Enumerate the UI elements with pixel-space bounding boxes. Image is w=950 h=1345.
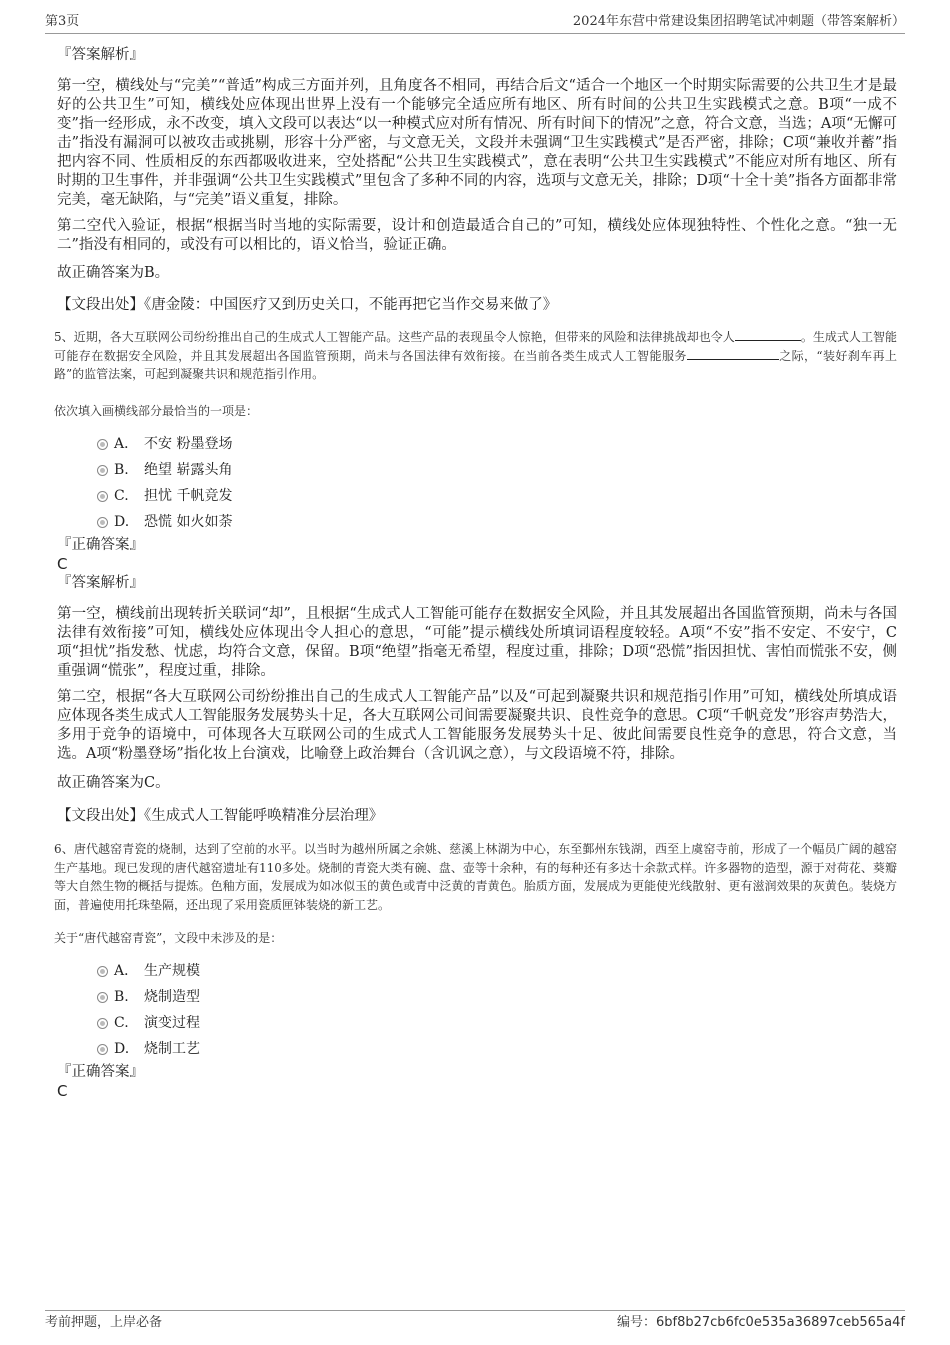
q5-blank-1 [735,328,801,341]
radio-icon[interactable] [97,517,108,528]
option-text: 绝望 崭露头角 [144,462,233,478]
q6-option-a[interactable] [57,961,897,987]
q6-prompt: 关于“唐代越窑青瓷”，文段中未涉及的是： [54,931,283,945]
footer-code-value: 6bf8b27cb6fc0e535a36897ceb565a4f [656,1315,905,1330]
q5-source: 【文段出处】《生成式人工智能呼唤精准分层治理》 [57,808,384,824]
q5-option-b[interactable] [57,460,897,486]
q5-stem-part1: 5、近期，各大互联网公司纷纷推出自己的生成式人工智能产品。这些产品的表现虽令人惊艳，但带来的风险和法律挑战却也令人 [54,330,735,344]
option-text: 烧制工艺 [144,1040,200,1057]
q4-source: 【文段出处】《唐金陵：中国医疗又到历史关口，不能再把它当作交易来做了》 [57,297,558,313]
option-letter: D. [114,514,130,530]
q5-option-a[interactable] [57,434,897,460]
option-text: 生产规模 [144,962,200,979]
q4-analysis-para2: 第二空代入验证，根据“根据当时当地的实际需要，设计和创造最适合自己的”可知，横线处应体现独特性、个性化之意。“独一无二”指没有相同的，或没有可以相比的，语义恰当，验证正确。 [57,218,897,253]
q5-stem-part3: 之际，“装好刹车再上路”的监管法案，可起到凝聚共识和规范指引作用。 [54,348,897,381]
q5-analysis-para2: 第二空，根据“各大互联网公司纷纷推出自己的生成式人工智能产品”以及“可起到凝聚共识和规范指引作用”可知，横线处所填成语应体现各类生成式人工智能服务发展势头十足，各大互联网公司间需要凝聚共识、良性竞争的意思。C项“千帆竞发”形容声势浩大，多用于竞争的语境中，可体现各大互联网公司的生成式人工智能服务发展势头十足、彼此间需要良性竞争的意思，符合文意，当选。A项“粉墨登场”指化妆上台演戏，比喻登上政治舞台（含讥讽之意），与文段语境不符，排除。 [57,689,897,762]
page-footer [45,1310,905,1330]
q5-conclusion: 故正确答案为C。 [57,775,170,791]
q6-options [57,961,897,1065]
option-letter: C. [114,488,129,504]
q5-stem [54,328,897,384]
radio-icon[interactable] [97,1044,108,1055]
option-letter: D. [114,1040,130,1057]
radio-icon[interactable] [97,966,108,977]
footer-code-label: 编号： [616,1315,656,1330]
option-text: 不安 粉墨登场 [144,436,233,452]
q5-stem-part2: 。生成式人工智能可能存在数据安全风险，并且其发展超出各国监管预期，尚未与各国法律有效衔接。在当前各类生成式人工智能服务 [54,330,897,363]
q5-options [57,434,897,538]
option-text: 恐慌 如火如荼 [144,514,233,530]
q4-analysis-para1: 第一空，横线处与“完美”“普适”构成三方面并列，且角度各不相同，再结合后文“适合一个地区一个时期实际需要的公共卫生才是最好的公共卫生”可知，横线处应体现出世界上没有一个能够完全适应所有地区、所有时间的公共卫生实践模式之意。B项“一成不变”指一经形成，永不改变，填入文段可以表达“以一种模式应对所有情况、所有时间下的情况”之意，符合文意，当选；A项“无懈可击”指没有漏洞可以被攻击或挑剔，形容十分严密，与文意无关，文段并未强调“卫生实践模式”是否严密，排除；C项“兼收并蓄”指把内容不同、性质相反的东西都吸收进来，空处搭配“公共卫生实践模式”，意在表明“公共卫生实践模式”不能应对所有地区、所有时期的卫生事件，并非强调“公共卫生实践模式”里包含了多种不同的内容，选项与文意无关，排除；D项“十全十美”指各方面都非常完美，毫无缺陷，与“完美”语义重复，排除。 [57,78,897,208]
q5-answer: C [57,555,68,573]
footer-code [617,1314,905,1332]
page-content [54,46,897,1101]
q5-option-d[interactable] [57,512,897,538]
radio-icon[interactable] [97,1018,108,1029]
q5-analysis-label: 『答案解析』 [57,575,144,591]
radio-icon[interactable] [97,992,108,1003]
page-number: 第3页 [45,14,80,29]
q5-answer-label: 『正确答案』 [57,537,144,553]
q4-analysis-label: 『答案解析』 [57,47,144,63]
option-letter: B. [114,988,129,1005]
option-letter: B. [114,462,129,478]
radio-icon[interactable] [97,439,108,450]
q6-answer-label: 『正确答案』 [57,1063,144,1080]
q5-analysis-para1: 第一空，横线前出现转折关联词“却”，且根据“生成式人工智能可能存在数据安全风险，并且其发展超出各国监管预期，尚未与各国法律有效衔接”可知，横线处应体现出令人担心的意思，“可能”提示横线处所填词语程度较轻。A项“不安”指不安定、不安宁，C项“担忧”指发愁、忧虑，均符合文意，保留。B项“绝望”指毫无希望，程度过重，排除；D项“恐慌”指因担忧、害怕而慌张不安，侧重强调“慌张”，程度过重，排除。 [57,606,897,679]
option-text: 烧制造型 [144,988,200,1005]
q6-answer: C [57,1081,68,1100]
page-header [45,13,905,34]
option-text: 演变过程 [144,1014,200,1031]
q6-option-b[interactable] [57,987,897,1013]
q6-option-d[interactable] [57,1039,897,1065]
document-title: 2024年东营中常建设集团招聘笔试冲刺题（带答案解析） [572,14,905,29]
q4-conclusion: 故正确答案为B。 [57,265,170,281]
q5-blank-2 [687,347,779,360]
q5-prompt: 依次填入画横线部分最恰当的一项是： [54,403,259,418]
radio-icon[interactable] [97,465,108,476]
option-letter: C. [114,1014,129,1031]
option-letter: A． [114,962,139,979]
footer-slogan: 考前押题，上岸必备 [45,1315,163,1330]
radio-icon[interactable] [97,491,108,502]
q5-option-c[interactable] [57,486,897,512]
q6-option-c[interactable] [57,1013,897,1039]
option-letter: A． [114,436,139,452]
q6-stem: 6、唐代越窑青瓷的烧制，达到了空前的水平。以当时为越州所属之余姚、慈溪上林湖为中心，东至鄞州东钱湖，西至上虞窑寺前，形成了一个幅员广阔的越窑生产基地。现已发现的唐代越窑遗址有110多处。烧制的青瓷大类有碗、盘、壶等十余种，有的每种还有多达十余款式样。许多器物的造型，源于对荷花、葵瓣等大自然生物的概括与提炼。色釉方面，发展成为如冰似玉的黄色或青中泛黄的青黄色。胎质方面，发展成为更能使光线散射、更有滋润效果的灰黄色。装烧方面，普遍使用托珠垫隔，还出现了采用瓷质匣钵装烧的新工艺。 [54,842,897,912]
option-text: 担忧 千帆竞发 [144,488,233,504]
